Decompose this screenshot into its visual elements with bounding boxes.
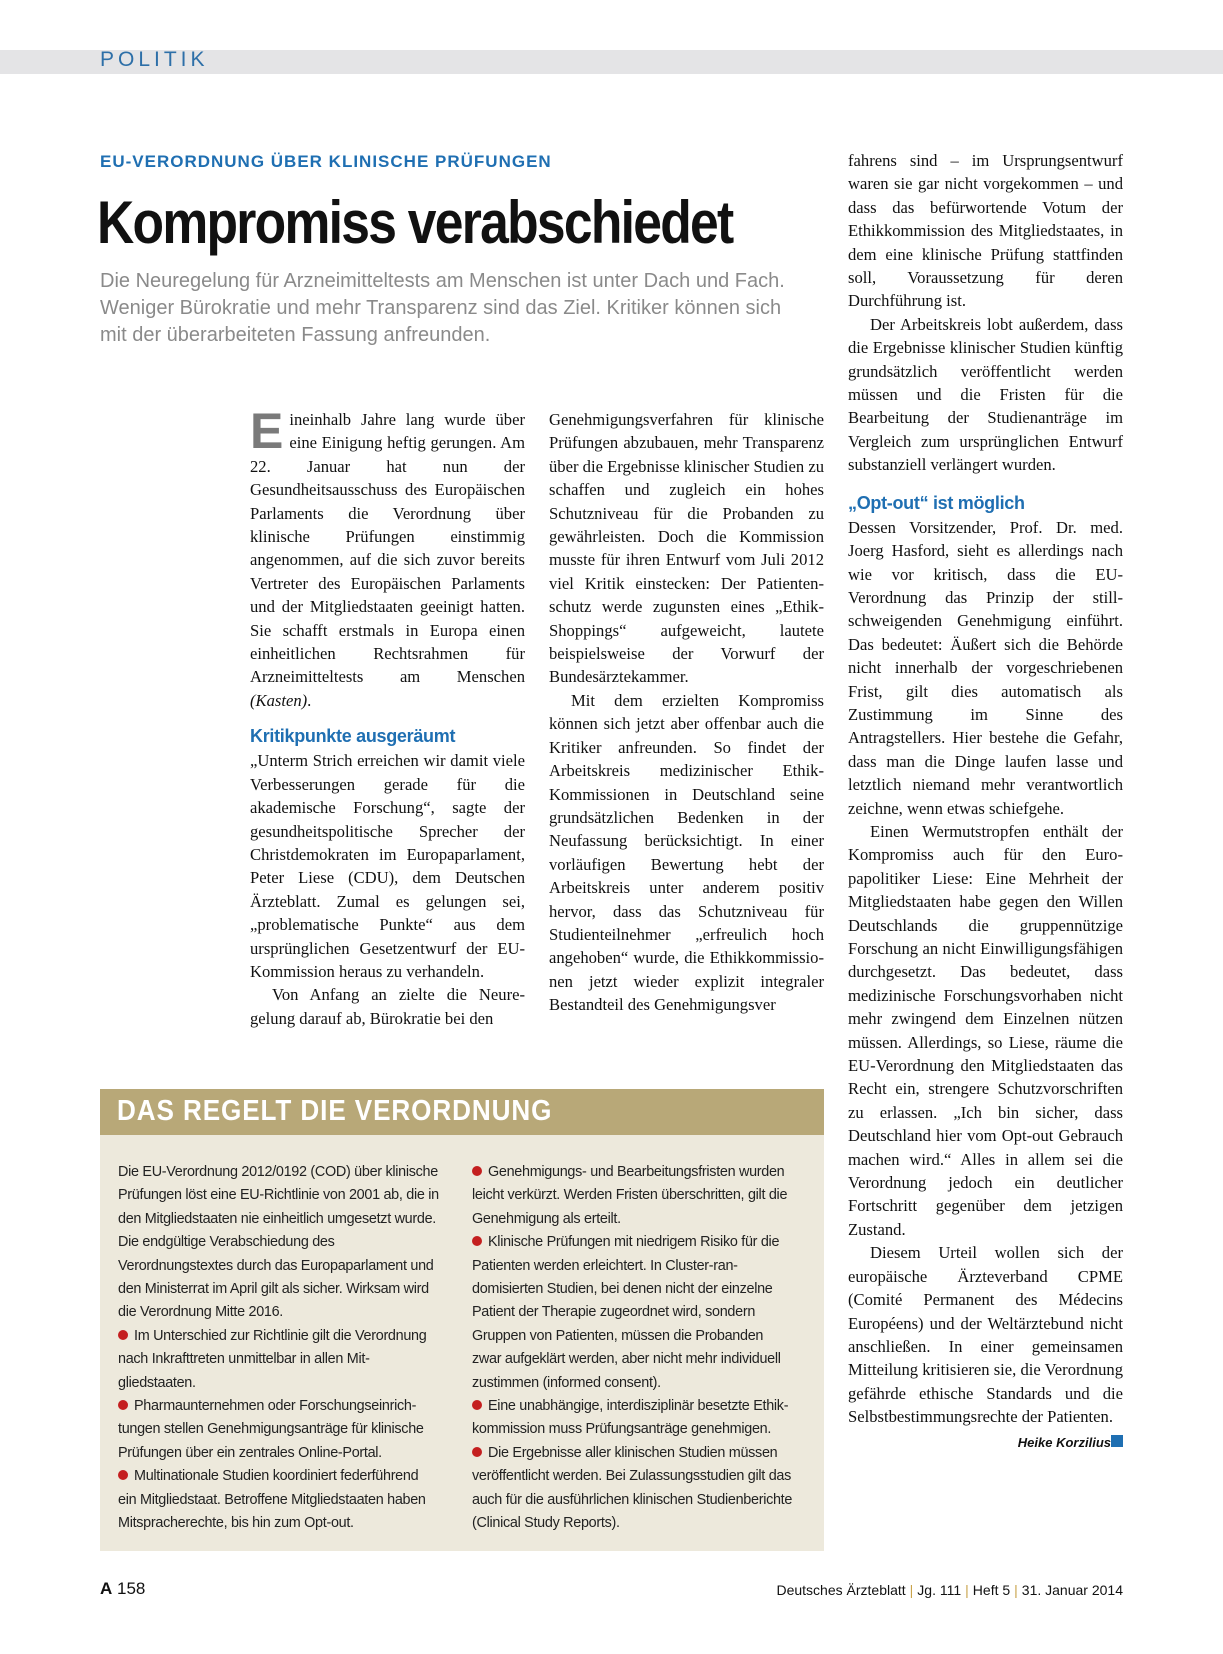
article-column-1 (250, 403, 525, 1030)
drop-cap: E (250, 403, 284, 459)
info-box (100, 1089, 824, 1551)
box-reference: (Kasten) (250, 690, 308, 710)
section-label: POLITIK (100, 48, 209, 71)
info-box-intro: Die EU-Verordnung 2012/0192 (COD) über klinische Prüfungen löst eine EU-Richtlinie von 2001 ab, die in den Mitgliedstaaten nie einheitlich umgesetzt wurde. Die endgültige Verabschiedung des Verordnungstextes durch das Europaparlament und den Ministerrat im April gilt als sicher. Wirksam wird die Verordnung Mitte 2016. (118, 1164, 439, 1321)
bullet-item: Die Ergebnisse aller klinischen Studien müssen veröffentlicht werden. Bei Zulassungsstudien gilt das auch für die ausführlichen klinischen Studienberichte (Clinical Study Reports). (472, 1444, 793, 1532)
end-mark-icon (1111, 1435, 1123, 1447)
bullet-item: Pharmaunternehmen oder Forschungseinrichtungen stellen Genehmigungsanträge für klinische Prüfungen über ein zentrales Online-Portal. (118, 1398, 424, 1461)
bullet-item: Eine unabhängige, interdisziplinär besetzte Ethikkommission muss Prüfungsanträge genehmigen. (472, 1398, 789, 1438)
paragraph: Von Anfang an zielte die Neuregelung darauf ab, Bürokratie bei den (250, 985, 525, 1028)
bullet-icon (118, 1400, 128, 1410)
bullet-icon (472, 1447, 482, 1457)
subheading: Kritikpunkte ausgeräumt (250, 726, 456, 747)
bullet-item: Klinische Prüfungen mit niedrigem Risiko für die Patienten werden erleichtert. In Cluster-randomisierten Studien, bei denen nicht der einzelne Patient der Therapie zugeordnet wird, sondern Gruppen von Patienten, müssen die Probanden zwar aufgeklärt werden, aber nicht mehr individuell zustimmen (informed consent). (472, 1234, 781, 1391)
info-box-header (100, 1089, 824, 1135)
article-headline: Kompromiss verabschiedet (97, 189, 733, 256)
paragraph: fahrens sind – im Ursprungsentwurf waren sie gar nicht vorgekommen – und dass das befürwortende Votum der Ethikkommission des Mitgliedstaates, in dem eine klinische Prüfung stattfinden soll, Voraussetzung für deren Durchführung ist. (848, 151, 1123, 311)
bullet-icon (472, 1236, 482, 1246)
paragraph: „Unterm Strich erreichen wir damit viele Verbesserungen gerade für die akademische Forschung“, sagte der gesundheitspolitische Sprecher der Christdemokraten im Europaparlament, Peter Liese (CDU), dem Deutschen Ärzteblatt. Zumal es gelungen sei, „problematische Punkte“ aus dem ursprünglichen Gesetzentwurf der EU-Kommission heraus zu verhandeln. (250, 751, 525, 981)
page-number: A 158 (100, 1579, 146, 1598)
journal-name: Deutsches Ärzteblatt (776, 1582, 906, 1598)
article-column-3 (848, 149, 1123, 1454)
paragraph: Mit dem erzielten Kompromiss können sich jetzt aber offenbar auch die Kritiker anfreunden. So findet der Arbeitskreis medizinischer Ethik-Kommissionen in Deutschland seine grundsätzlichen Bedenken in der Neufassung berücksichtigt. In einer vorläufigen Bewertung hebt der Arbeitskreis unter anderem positiv hervor, dass das Schutzniveau für Studienteilnehmer „erfreulich hoch angehoben“ wurde, die Ethikkommissionen jetzt wieder explizit integraler Bestandteil des Genehmigungsver (549, 690, 824, 1015)
issue-date: 31. Januar 2014 (1021, 1582, 1123, 1598)
issue: Heft 5 (972, 1582, 1011, 1598)
bullet-icon (118, 1330, 128, 1340)
bullet-item: Genehmigungs- und Bearbeitungsfristen wurden leicht verkürzt. Werden Fristen überschritten, gilt die Genehmigung als erteilt. (472, 1164, 788, 1227)
info-box-column-1 (118, 1161, 440, 1536)
paragraph: Der Arbeitskreis lobt außerdem, dass die Ergebnisse klinischer Studien künftig grundsätzlich veröffentlicht werden müssen und die Fristen für die Bearbeitung der Studienanträge im Vergleich zum ursprünglichen Entwurf substanziell verlängert wurden. (848, 314, 1123, 475)
paragraph: Eineinhalb Jahre lang wurde über eine Einigung heftig gerungen. Am 22. Januar hat nun der Gesundheitsausschuss des Europäischen Parlaments die Verordnung über klinische Prüfungen einstimmig angenommen, auf die sich zuvor bereits Vertreter des Europäischen Parlaments und der Mitgliedstaaten geeinigt hatten. Sie schafft erstmals in Europa einen einheitlichen Rechtsrahmen für Arzneimitteltests am Menschen (Kasten). (250, 403, 525, 710)
info-box-title: DAS REGELT DIE VERORDNUNG (117, 1095, 553, 1127)
article-lead: Die Neuregelung für Arzneimitteltests am Menschen ist unter Dach und Fach. Weniger Bürokratie und mehr Transparenz sind das Ziel. Kritiker können sich mit der überarbeiteten Fassung anfreunden. (100, 270, 785, 346)
bullet-item: Multinationale Studien koordiniert federführend ein Mitgliedstaat. Betroffene Mitgliedstaaten haben Mitspracherechte, bis hin zum Opt-out. (118, 1468, 426, 1532)
bullet-icon (472, 1166, 482, 1176)
author-byline: Heike Korzilius (1017, 1434, 1111, 1450)
publication-info: Deutsches Ärzteblatt | Jg. 111 | Heft 5 | 31. Januar 2014 (776, 1582, 1123, 1598)
bullet-item: Im Unterschied zur Richtlinie gilt die Verordnung nach Inkrafttreten unmittelbar in allen Mitgliedstaaten. (118, 1327, 427, 1391)
volume: Jg. 111 (917, 1582, 962, 1598)
paragraph: Einen Wermutstropfen enthält der Kompromiss auch für den Europapolitiker Liese: Eine Mehrheit der Mitgliedstaaten habe gegen den Willen Deutschlands die gruppennützige Forschung an nicht Einwilligungsfähigen durchgesetzt. Das bedeutet, dass medizinische Forschungsvorhaben nicht mehr zwingend dem Einzelnen nützen müssen. Allerdings, so Liese, räume die EU-Verordnung den Mitgliedstaaten das Recht ein, strengere Schutzvorschriften zu erlassen. „Ich bin sicher, dass Deutschland hier vom Opt-out Gebrauch machen wird.“ Alles in allem sei die Verordnung jedoch ein deutlicher Fortschritt gegenüber dem jetzigen Zustand. (848, 821, 1123, 1239)
article-kicker: EU-VERORDNUNG ÜBER KLINISCHE PRÜFUNGEN (100, 152, 552, 171)
info-box-column-2 (472, 1161, 794, 1536)
subheading: „Opt-out“ ist möglich (848, 492, 1025, 513)
bullet-icon (118, 1470, 128, 1480)
article-column-2 (549, 408, 824, 1017)
paragraph: Genehmigungsverfahren für klinische Prüfungen abzubauen, mehr Transparenz über die Ergebnisse klinischer Studien zu schaffen und zugleich ein hohes Schutzniveau für die Probanden zu gewährleisten. Doch die Kommission musste für ihren Entwurf vom Juli 2012 viel Kritik einstecken: Der Patientenschutz werde zugunsten eines „Ethik-Shoppings“ aufgeweicht, lautete beispielsweise der Vorwurf der Bundesärztekammer. (549, 410, 824, 687)
paragraph: Diesem Urteil wollen sich der europäische Ärzteverband CPME (Comité Permanent des Médecins Européens) und der Weltärztebund nicht anschließen. In einer gemeinsamen Mitteilung kritisieren sie, die Verordnung gefährde ethische Standards und die Selbstbestimmungsrechte der Patienten. (848, 1241, 1123, 1428)
paragraph: Dessen Vorsitzender, Prof. Dr. med. Joerg Hasford, sieht es allerdings nach wie vor kritisch, dass die EU-Verordnung das Prinzip der stillschweigenden Genehmigung einführt. Das bedeutet: Äußert sich die Behörde nicht innerhalb der vorgeschriebenen Frist, gilt dies automatisch als Zustimmung im Sinne des Antragstellers. Hier bestehe die Gefahr, dass man die Dinge laufen lasse und letztlich niemand mehr verantwortlich zeichne, wenn etwas schiefgehe. (848, 517, 1123, 818)
bullet-icon (472, 1400, 482, 1410)
